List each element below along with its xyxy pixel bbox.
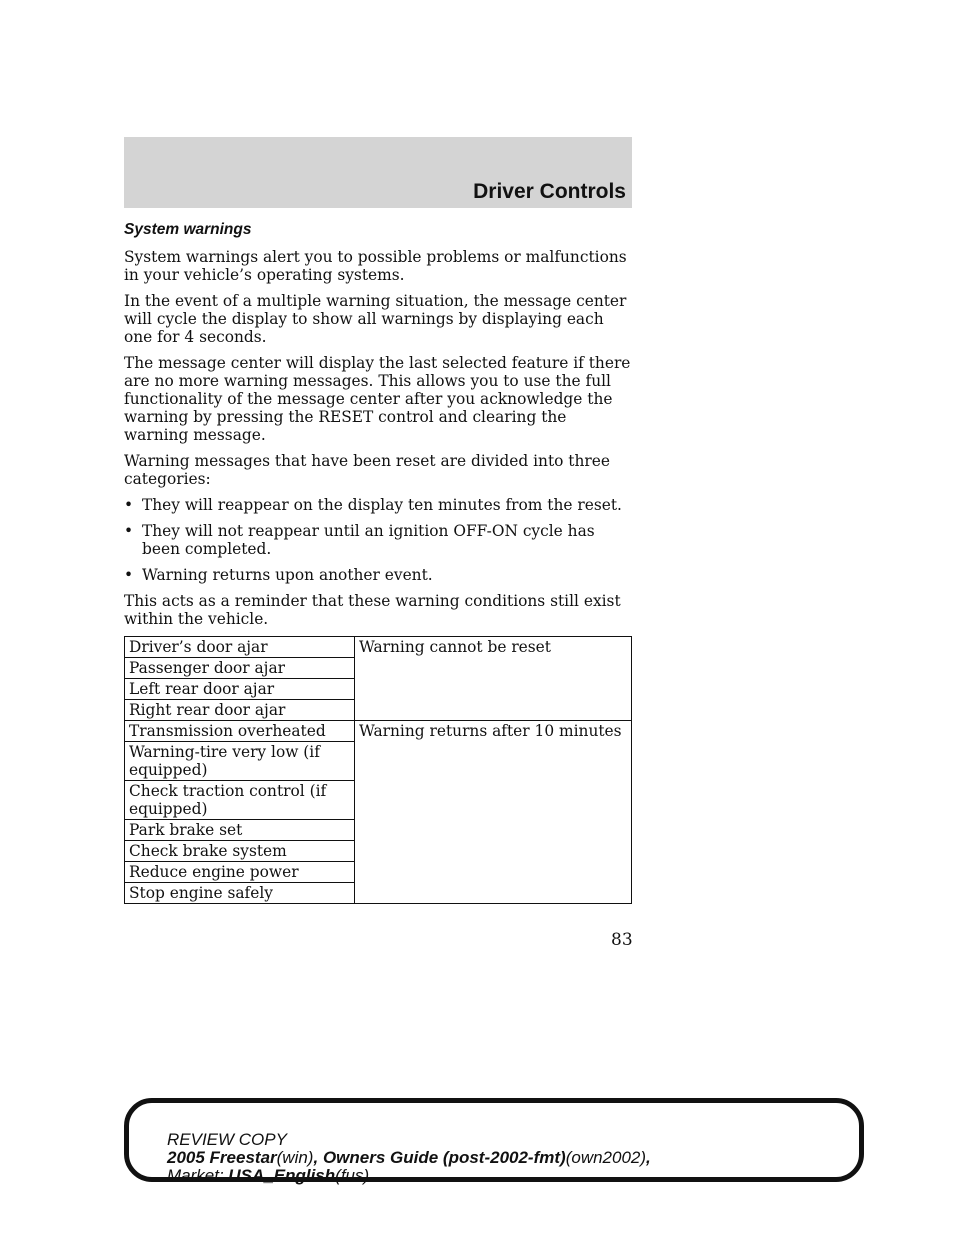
list-item-text: Warning returns upon another event. <box>142 566 433 584</box>
guide-code: (own2002) <box>565 1148 647 1167</box>
list-item <box>124 522 632 558</box>
list-item-text: They will reappear on the display ten minutes from the reset. <box>142 496 622 514</box>
table-group-note: Warning cannot be reset <box>355 637 632 721</box>
market-name: USA_English <box>228 1166 336 1185</box>
table-row <box>125 721 632 742</box>
bullet-icon: • <box>124 566 134 584</box>
table-cell: Reduce engine power <box>125 862 355 883</box>
separator: , <box>646 1148 651 1167</box>
list-item-text: They will not reappear until an ignition OFF-ON cycle has been completed. <box>142 522 595 558</box>
table-row <box>125 637 632 658</box>
market-line <box>167 1167 651 1185</box>
table-cell: Passenger door ajar <box>125 658 355 679</box>
section-header-band <box>124 137 632 208</box>
page-content <box>124 221 632 904</box>
model-code: (win) <box>276 1148 314 1167</box>
market-code: (fus) <box>335 1166 370 1185</box>
table-cell: Right rear door ajar <box>125 700 355 721</box>
document-info-line <box>167 1149 651 1167</box>
paragraph-1: System warnings alert you to possible problems or malfunctions in your vehicle’s operating systems. <box>124 248 627 284</box>
section-title: System warnings <box>124 221 252 238</box>
table-cell: Left rear door ajar <box>125 679 355 700</box>
section-header-title: Driver Controls <box>473 180 626 203</box>
table-cell: Transmission overheated <box>125 721 355 742</box>
table-cell: Warning-tire very low (if equipped) <box>125 742 355 781</box>
table-cell: Check traction control (if equipped) <box>125 781 355 820</box>
table-cell: Stop engine safely <box>125 883 355 904</box>
review-copy-label: REVIEW COPY <box>167 1130 287 1149</box>
list-item <box>124 566 632 584</box>
separator: , <box>313 1148 323 1167</box>
page-number: 83 <box>611 930 633 950</box>
table-cell: Check brake system <box>125 841 355 862</box>
bullet-icon: • <box>124 496 134 514</box>
paragraph-2: In the event of a multiple warning situation, the message center will cycle the display to show all warnings by displaying each one for 4 seconds. <box>124 292 627 346</box>
table-group-note: Warning returns after 10 minutes <box>355 721 632 904</box>
table-cell: Driver’s door ajar <box>125 637 355 658</box>
table-cell: Park brake set <box>125 820 355 841</box>
market-label: Market: <box>167 1166 229 1185</box>
bullet-icon: • <box>124 522 134 540</box>
guide-name: Owners Guide (post-2002-fmt) <box>322 1148 566 1167</box>
model-name: 2005 Freestar <box>167 1148 277 1167</box>
paragraph-3: The message center will display the last selected feature if there are no more warning messages. This allows you to use the full functionality of the message center after you acknowledge the warning by pressing the RESET control and clearing the warning message. <box>124 354 631 444</box>
review-footer-box <box>124 1098 864 1185</box>
review-footer-text <box>167 1131 651 1185</box>
paragraph-4: Warning messages that have been reset are divided into three categories: <box>124 452 610 488</box>
category-list <box>124 496 632 584</box>
warning-table <box>124 636 632 904</box>
paragraph-5: This acts as a reminder that these warning conditions still exist within the vehicle. <box>124 592 621 628</box>
list-item <box>124 496 632 514</box>
